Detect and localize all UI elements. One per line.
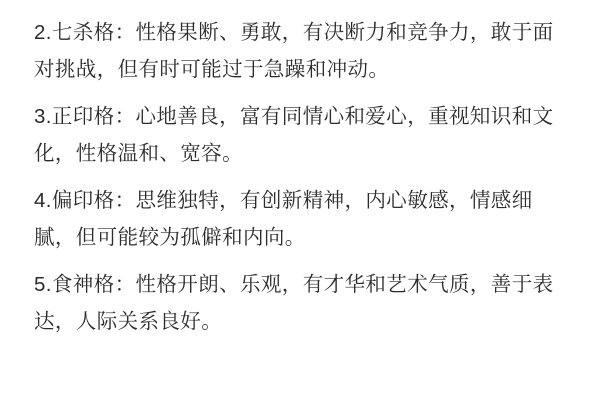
list-item: 2.七杀格：性格果断、勇敢，有决断力和竞争力，敢于面对挑战，但有时可能过于急躁和冲动。 <box>34 21 554 81</box>
list-item: 3.正印格：心地善良，富有同情心和爱心，重视知识和文化，性格温和、宽容。 <box>34 105 554 165</box>
list-item: 5.食神格：性格开朗、乐观，有才华和艺术气质，善于表达，人际关系良好。 <box>34 273 554 333</box>
list-item: 4.偏印格：思维独特，有创新精神，内心敏感，情感细腻，但可能较为孤僻和内向。 <box>34 189 533 249</box>
